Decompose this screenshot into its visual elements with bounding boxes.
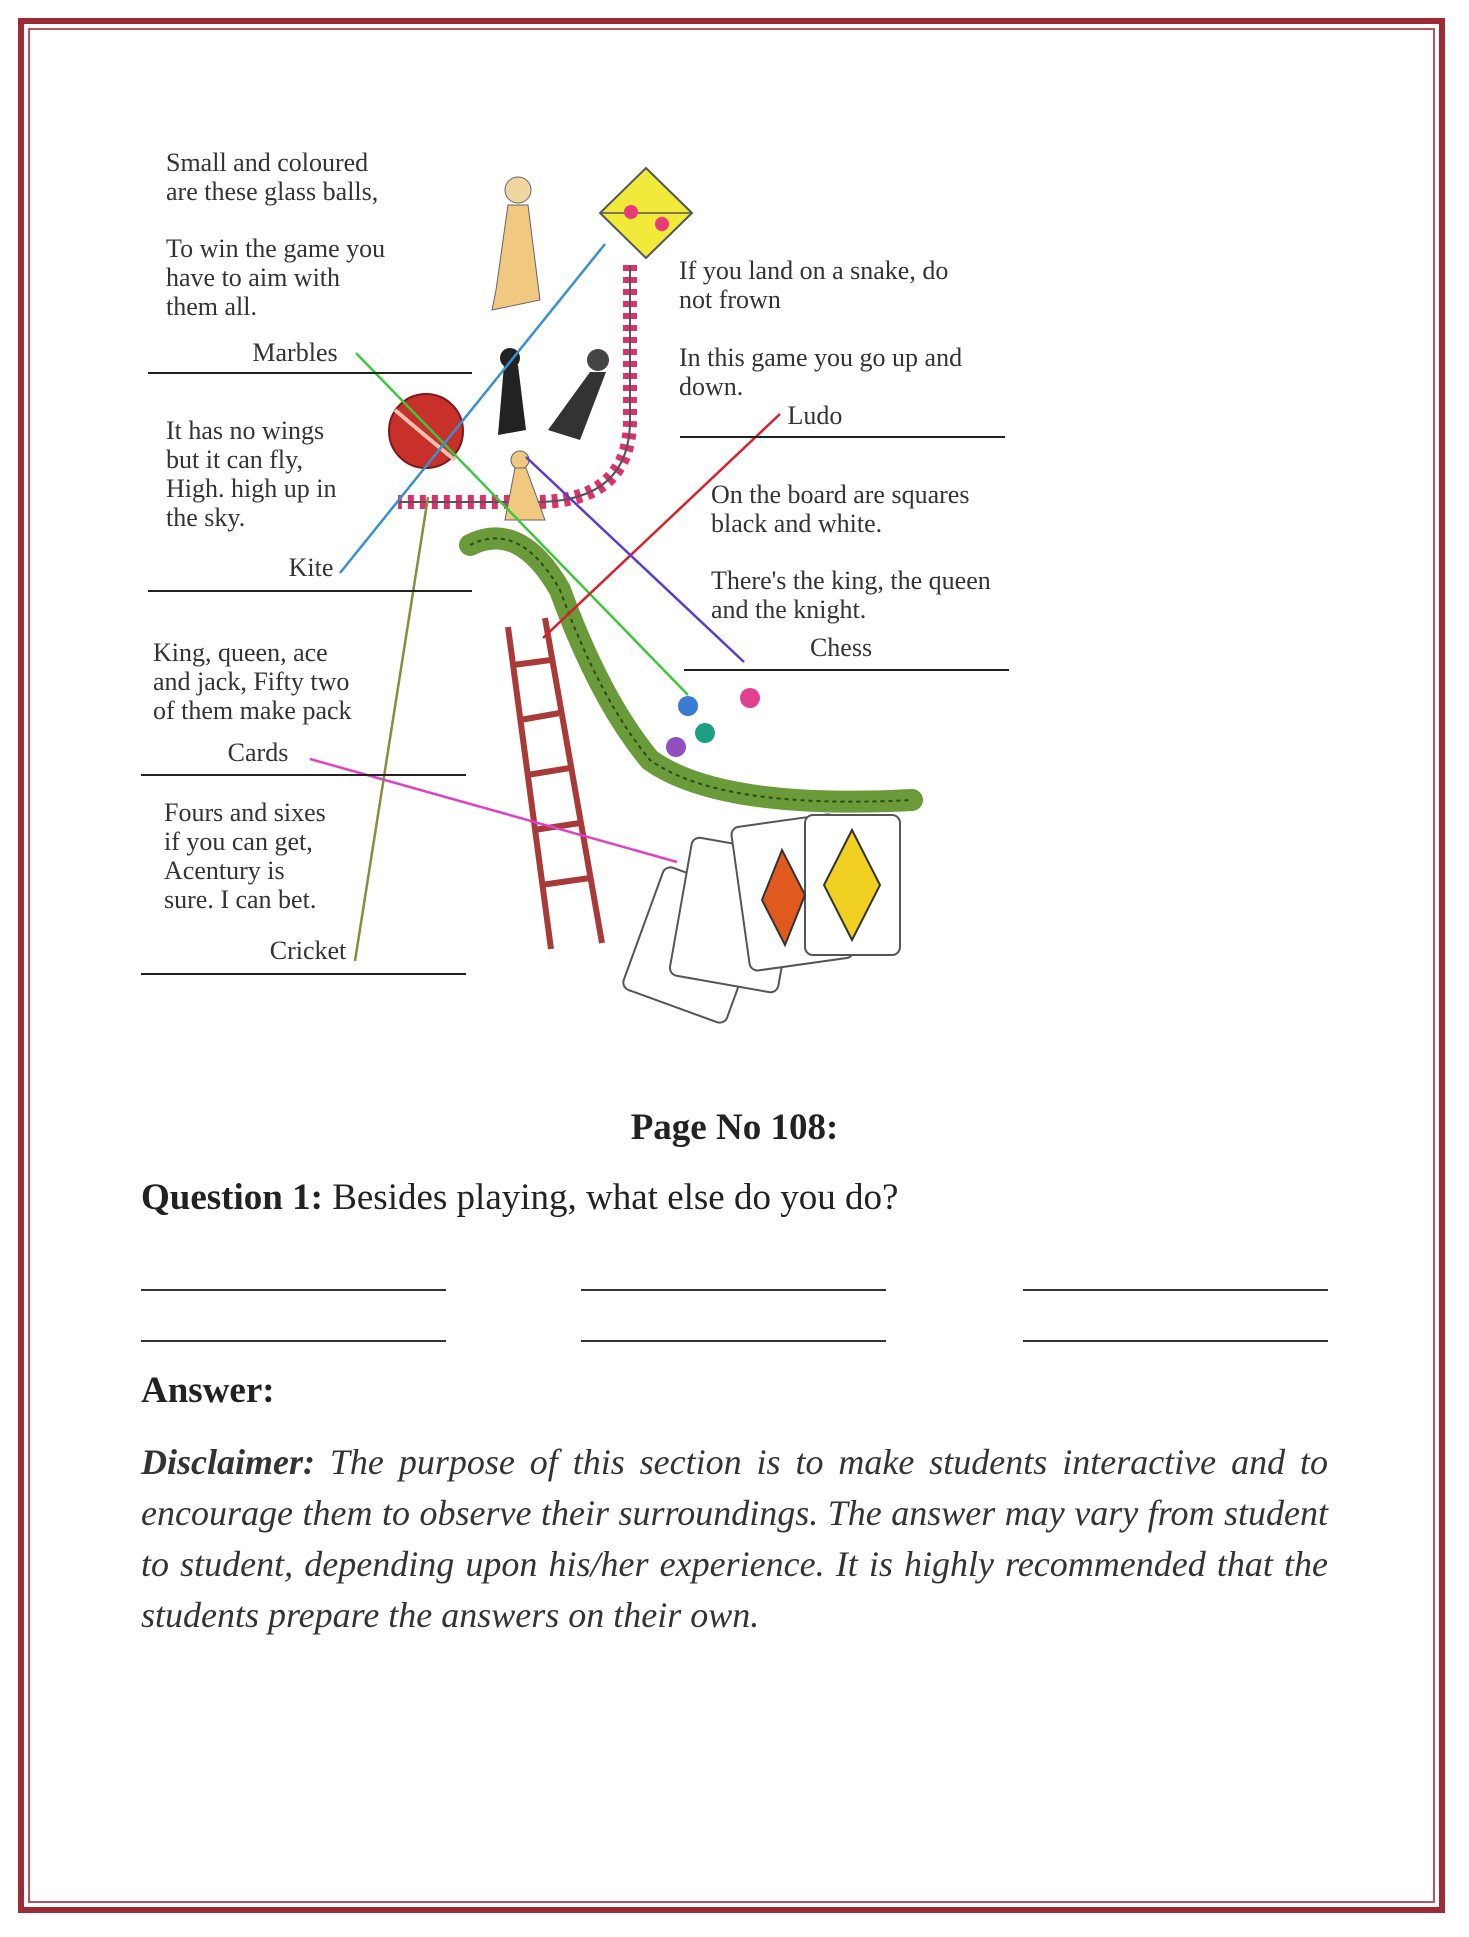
blank-line <box>141 1289 446 1291</box>
disclaimer-label: Disclaimer: <box>141 1442 315 1482</box>
answer-line <box>141 774 466 776</box>
blank-line <box>581 1289 886 1291</box>
answer-label: Answer: <box>141 1370 275 1411</box>
riddle-kite-text: It has no wings but it can fly, High. high up in the sky. <box>166 416 337 532</box>
blank-line <box>1023 1289 1328 1291</box>
riddle-ludo-text-1: If you land on a snake, do not frown <box>679 256 949 314</box>
answer-line <box>141 973 466 975</box>
blank-line <box>141 1340 446 1342</box>
answer-line <box>684 669 1009 671</box>
match-line-cricket <box>355 497 428 961</box>
ludo-pawn-icon <box>505 451 545 520</box>
disclaimer <box>141 1437 1328 1641</box>
answer-chess: Chess <box>809 633 873 662</box>
riddle-chess-text-2: There's the king, the queen and the knight. <box>711 566 991 624</box>
answer-line <box>148 590 472 592</box>
riddle-marbles-text-1: Small and coloured are these glass balls, <box>166 148 379 206</box>
riddle-ludo-text-2: In this game you go up and down. <box>679 343 963 401</box>
disclaimer-text: The purpose of this section is to make students interactive and to encourage them to observe their surroundings. The answer may vary from student to student, depending upon his/her experience. It is highly recommended that the students prepare the answers on their own. <box>141 1442 1328 1635</box>
chess-king-icon <box>492 177 540 310</box>
riddle-cards-text: King, queen, ace and jack, Fifty two of them make pack <box>153 638 352 725</box>
answer-ludo: Ludo <box>787 401 843 430</box>
blank-line <box>581 1340 886 1342</box>
cricket-ball-icon <box>389 394 463 468</box>
answer-marbles: Marbles <box>252 338 338 367</box>
playing-cards-icon <box>621 813 900 1025</box>
question-text: Besides playing, what else do you do? <box>322 1177 899 1218</box>
riddle-cricket-text: Fours and sixes if you can get, Acentury is sure. I can bet. <box>164 798 326 914</box>
chess-black-pieces-icon <box>498 348 609 440</box>
answer-kite: Kite <box>288 553 334 582</box>
riddle-marbles-text-2: To win the game you have to aim with them all. <box>166 234 386 321</box>
marbles-icon <box>666 688 760 757</box>
answer-line <box>680 436 1005 438</box>
answer-line <box>148 372 472 374</box>
answer-cricket: Cricket <box>269 936 347 965</box>
blank-line <box>1023 1340 1328 1342</box>
question-1 <box>141 1176 898 1219</box>
page-heading: Page No 108: <box>630 1107 839 1148</box>
riddle-chess-text-1: On the board are squares black and white. <box>711 480 970 538</box>
answer-cards: Cards <box>227 738 289 767</box>
question-label: Question 1: <box>141 1177 323 1218</box>
